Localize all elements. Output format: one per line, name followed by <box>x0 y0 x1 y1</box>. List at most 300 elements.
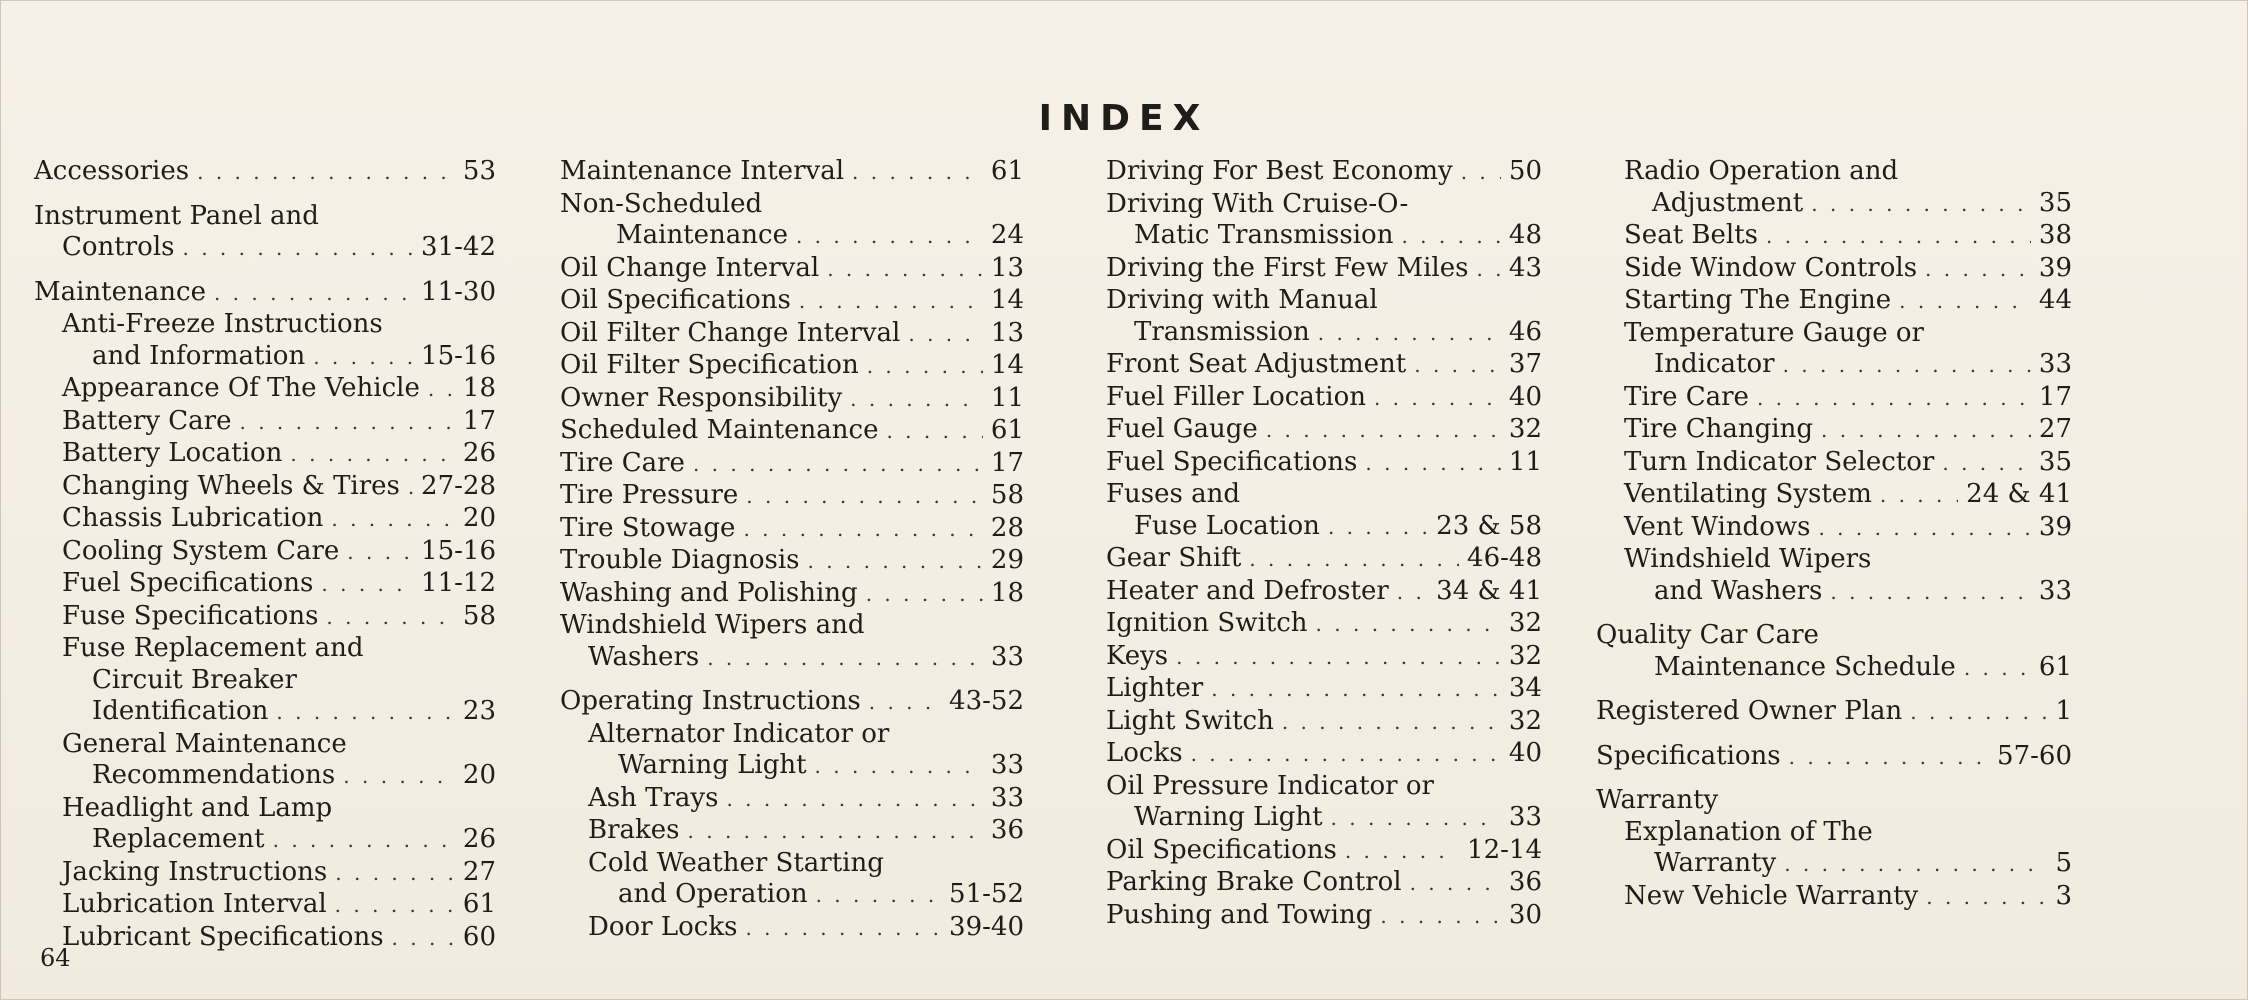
dot-leader <box>1328 512 1428 544</box>
index-line <box>34 696 496 729</box>
dot-leader <box>1374 383 1501 415</box>
index-term: Locks <box>1106 738 1183 768</box>
page-reference: 23 <box>462 696 496 726</box>
dot-leader <box>182 233 413 265</box>
dot-leader <box>290 439 454 471</box>
index-line <box>1106 900 1542 933</box>
index-line <box>34 406 496 439</box>
page-reference: 61 <box>2038 651 2072 682</box>
index-term: Explanation of The <box>1624 816 1873 847</box>
index-term: Door Locks <box>588 911 738 942</box>
page-reference: 33 <box>990 750 1024 780</box>
page-reference: 60 <box>462 921 496 952</box>
index-entry <box>1596 285 2072 318</box>
index-line <box>560 578 1024 611</box>
dot-leader <box>214 278 413 310</box>
index-line <box>1106 285 1542 317</box>
dot-leader <box>331 504 455 536</box>
page-reference: 18 <box>462 373 496 403</box>
dot-leader <box>276 697 455 729</box>
index-line <box>1106 382 1542 415</box>
dot-leader <box>408 472 413 504</box>
dot-leader <box>852 157 983 189</box>
dot-leader <box>1880 480 1958 512</box>
index-term: Maintenance <box>34 276 206 307</box>
index-entry <box>1106 900 1542 933</box>
page-reference: 51-52 <box>949 879 1024 909</box>
page-reference: 39-40 <box>949 911 1024 942</box>
index-entry <box>1596 479 2072 512</box>
page-reference: 35 <box>2038 187 2072 218</box>
index-term: Oil Filter Specification <box>560 350 859 380</box>
index-line <box>34 309 496 341</box>
index-line <box>34 156 496 189</box>
index-term: Fuel Gauge <box>1106 414 1258 444</box>
index-line <box>1106 738 1542 771</box>
dot-leader <box>347 537 413 569</box>
index-term: Owner Responsibility <box>560 382 843 413</box>
index-term: Washers <box>588 641 700 672</box>
index-entry <box>560 448 1024 481</box>
index-line <box>560 686 1024 719</box>
dot-leader <box>867 351 983 383</box>
index-term: Ash Trays <box>588 782 719 813</box>
index-term: Driving With Cruise-O- <box>1106 188 1409 219</box>
index-term: Lubricant Specifications <box>62 921 384 952</box>
page-reference: 28 <box>990 512 1024 543</box>
page-reference: 31-42 <box>421 232 496 262</box>
index-line <box>560 848 1024 880</box>
index-line <box>560 750 1024 783</box>
index-term: Registered Owner Plan <box>1596 696 1903 726</box>
index-line <box>560 448 1024 481</box>
dot-leader <box>1899 286 2031 318</box>
dot-leader <box>392 923 455 955</box>
page-reference: 13 <box>990 252 1024 283</box>
dot-leader <box>1331 803 1501 835</box>
index-term: Oil Pressure Indicator or <box>1106 770 1434 801</box>
index-line <box>1106 253 1542 286</box>
index-term: and Washers <box>1654 575 1823 606</box>
page-reference: 32 <box>1508 608 1542 638</box>
index-line <box>34 471 496 504</box>
dot-leader <box>796 221 983 253</box>
dot-leader <box>1942 448 2031 480</box>
index-entry <box>560 285 1024 318</box>
index-entry <box>1596 318 2072 382</box>
dot-leader <box>743 514 982 546</box>
page-reference: 13 <box>990 317 1024 348</box>
dot-leader <box>1211 674 1501 706</box>
index-line <box>34 793 496 825</box>
page-reference: 3 <box>2055 880 2072 911</box>
index-line <box>560 480 1024 513</box>
index-term: Tire Changing <box>1624 414 1813 444</box>
index-term: Radio Operation and <box>1624 156 1899 186</box>
index-entry <box>1596 156 2072 220</box>
page-reference: 29 <box>990 545 1024 575</box>
dot-leader <box>1410 868 1501 900</box>
index-entry <box>34 156 496 189</box>
index-entry <box>34 201 496 265</box>
index-line <box>560 610 1024 642</box>
index-line <box>1106 576 1542 609</box>
page-reference: 34 <box>1508 673 1542 703</box>
index-line <box>1596 253 2072 286</box>
index-entry <box>34 793 496 857</box>
page-reference: 15-16 <box>421 340 496 371</box>
dot-leader <box>866 579 983 611</box>
index-entry <box>1106 156 1542 189</box>
dot-leader <box>807 546 982 578</box>
index-line <box>1106 608 1542 641</box>
page-reference: 61 <box>990 156 1024 186</box>
index-column-4 <box>1596 156 2072 913</box>
dot-leader <box>1282 707 1501 739</box>
index-line <box>34 341 496 374</box>
index-term: Warranty <box>1654 848 1777 878</box>
index-term: Warranty <box>1596 785 1719 815</box>
index-line <box>34 438 496 471</box>
index-line <box>34 922 496 955</box>
index-line <box>1106 706 1542 739</box>
index-term: Parking Brake Control <box>1106 867 1402 897</box>
index-term: Vent Windows <box>1624 511 1811 542</box>
index-term: Specifications <box>1596 740 1781 771</box>
index-entry <box>34 277 496 310</box>
index-term: Jacking Instructions <box>62 856 328 887</box>
index-entry <box>34 568 496 601</box>
index-term: Fuel Specifications <box>1106 446 1358 477</box>
index-entry <box>560 815 1024 848</box>
index-line <box>1596 652 2072 685</box>
index-entry <box>560 912 1024 945</box>
index-entry <box>1106 189 1542 253</box>
index-term: Identification <box>92 696 269 726</box>
index-line <box>1596 620 2072 652</box>
dot-leader <box>1414 350 1501 382</box>
dot-leader <box>707 643 983 675</box>
page-reference: 24 & 41 <box>1966 479 2072 509</box>
dot-leader <box>726 784 982 816</box>
page-reference: 53 <box>462 156 496 186</box>
index-line <box>34 536 496 569</box>
index-line <box>560 415 1024 448</box>
index-entry <box>1106 414 1542 447</box>
page-reference: 61 <box>462 889 496 919</box>
index-entry <box>1106 641 1542 674</box>
dot-leader <box>335 858 455 890</box>
page-reference: 33 <box>2038 575 2072 606</box>
index-line <box>34 889 496 922</box>
index-line <box>560 350 1024 383</box>
dot-leader <box>908 319 983 351</box>
page-reference: 26 <box>462 824 496 854</box>
index-line <box>1596 220 2072 253</box>
index-line <box>34 568 496 601</box>
index-term: Windshield Wipers <box>1624 544 1872 574</box>
dot-leader <box>1910 697 2047 729</box>
index-entry <box>34 373 496 406</box>
page-reference: 33 <box>990 641 1024 672</box>
index-line <box>1596 349 2072 382</box>
index-term: Driving the First Few Miles <box>1106 252 1469 283</box>
page-reference: 27 <box>462 856 496 887</box>
index-term: Ventilating System <box>1624 479 1872 509</box>
index-entry <box>1106 285 1542 349</box>
page-reference: 44 <box>2038 285 2072 315</box>
index-entry <box>34 503 496 536</box>
page-reference: 14 <box>990 350 1024 380</box>
index-entry <box>560 383 1024 416</box>
dot-leader <box>239 407 454 439</box>
index-entry <box>1106 479 1542 543</box>
dot-leader <box>1821 415 2031 447</box>
index-entry <box>560 545 1024 578</box>
index-entry <box>1106 447 1542 480</box>
index-line <box>34 601 496 634</box>
page-reference: 11 <box>1508 446 1542 477</box>
index-term: Oil Specifications <box>1106 834 1337 865</box>
index-term: Accessories <box>34 156 190 186</box>
index-line <box>1596 188 2072 221</box>
index-line <box>1106 479 1542 511</box>
index-line <box>1106 511 1542 544</box>
index-term: Controls <box>62 232 175 262</box>
dot-leader <box>815 751 983 783</box>
index-term: Brakes <box>588 815 680 845</box>
index-line <box>560 383 1024 416</box>
index-term: Fuse Replacement and <box>62 633 364 663</box>
page-reference: 17 <box>990 447 1024 478</box>
index-line <box>1596 479 2072 512</box>
index-entry <box>34 309 496 373</box>
index-line <box>1596 156 2072 188</box>
index-entry <box>1596 447 2072 480</box>
page-reference: 15-16 <box>421 535 496 566</box>
index-term: Tire Care <box>1624 381 1749 412</box>
index-term: Adjustment <box>1652 187 1804 218</box>
index-entry <box>560 480 1024 513</box>
index-line <box>560 783 1024 816</box>
dot-leader <box>321 569 413 601</box>
index-line <box>1596 447 2072 480</box>
index-term: Keys <box>1106 640 1169 671</box>
dot-leader <box>197 157 455 189</box>
index-entry <box>1106 253 1542 286</box>
index-entry <box>1106 608 1542 641</box>
index-line <box>560 719 1024 751</box>
dot-leader <box>1757 383 2031 415</box>
index-term: Circuit Breaker <box>92 664 297 695</box>
index-line <box>1596 576 2072 609</box>
index-line <box>1106 771 1542 803</box>
index-line <box>560 220 1024 253</box>
index-term: Indicator <box>1654 349 1775 379</box>
page-reference: 27 <box>2038 414 2072 444</box>
dot-leader <box>1249 544 1459 576</box>
page-reference: 20 <box>462 503 496 533</box>
index-entry <box>1596 696 2072 729</box>
index-line <box>560 318 1024 351</box>
index-line <box>560 815 1024 848</box>
page-reference: 43-52 <box>949 686 1024 716</box>
dot-leader <box>688 816 983 848</box>
page-reference: 33 <box>990 782 1024 813</box>
index-line <box>1106 802 1542 835</box>
index-term: Pushing and Towing <box>1106 899 1373 930</box>
dot-leader <box>1380 901 1501 933</box>
index-term: Gear Shift <box>1106 543 1242 573</box>
dot-leader <box>1191 739 1501 771</box>
index-term: Battery Location <box>62 438 283 468</box>
page-reference: 48 <box>1508 220 1542 250</box>
index-entry <box>560 783 1024 816</box>
page-reference: 50 <box>1508 156 1542 186</box>
dot-leader <box>693 449 983 481</box>
index-term: Light Switch <box>1106 705 1274 736</box>
index-term: Front Seat Adjustment <box>1106 349 1407 379</box>
page-reference: 18 <box>990 577 1024 608</box>
index-entry <box>34 922 496 955</box>
page-reference: 39 <box>2038 252 2072 283</box>
index-term: Tire Pressure <box>560 480 739 510</box>
index-line <box>560 156 1024 189</box>
index-line <box>34 729 496 761</box>
index-term: Anti-Freeze Instructions <box>62 309 383 339</box>
dot-leader <box>335 890 455 922</box>
index-term: Temperature Gauge or <box>1624 317 1924 348</box>
dot-leader <box>326 602 454 634</box>
index-entry <box>560 318 1024 351</box>
index-line <box>34 232 496 265</box>
index-entry <box>1106 382 1542 415</box>
dot-leader <box>428 374 455 406</box>
index-entry <box>1596 785 2072 881</box>
index-line <box>1596 881 2072 914</box>
dot-leader <box>1316 609 1501 641</box>
index-entry <box>34 729 496 793</box>
index-term: Replacement <box>92 824 265 854</box>
index-term: and Information <box>92 340 306 371</box>
index-line <box>1596 414 2072 447</box>
index-line <box>34 824 496 857</box>
page-reference: 33 <box>2038 349 2072 379</box>
dot-leader <box>1830 577 2031 609</box>
index-entry <box>34 438 496 471</box>
index-term: Lubrication Interval <box>62 889 327 919</box>
dot-leader <box>1365 448 1501 480</box>
dot-leader <box>1318 318 1501 350</box>
index-entry <box>1596 220 2072 253</box>
index-term: Tire Care <box>560 447 685 478</box>
index-line <box>34 503 496 536</box>
index-line <box>34 633 496 665</box>
index-line <box>560 545 1024 578</box>
index-term: Warning Light <box>618 750 807 780</box>
index-term: Washing and Polishing <box>560 577 858 608</box>
index-term: Headlight and Lamp <box>62 792 333 823</box>
index-line <box>1596 382 2072 415</box>
index-entry <box>560 156 1024 189</box>
page-reference: 46 <box>1508 316 1542 347</box>
index-entry <box>1596 544 2072 608</box>
index-line <box>1106 867 1542 900</box>
index-term: Side Window Controls <box>1624 252 1918 283</box>
index-entry <box>1106 771 1542 835</box>
index-term: Oil Change Interval <box>560 252 820 283</box>
dot-leader <box>1783 350 2031 382</box>
index-entry <box>1596 881 2072 914</box>
index-term: Instrument Panel and <box>34 200 319 231</box>
index-entry <box>1106 543 1542 576</box>
index-line <box>34 665 496 697</box>
page-title: INDEX <box>1038 98 1210 139</box>
index-term: Driving with Manual <box>1106 285 1378 315</box>
page-reference: 11 <box>990 382 1024 413</box>
page-reference: 32 <box>1508 705 1542 736</box>
index-term: Chassis Lubrication <box>62 503 324 533</box>
index-term: Turn Indicator Selector <box>1624 446 1935 477</box>
page-reference: 12-14 <box>1467 834 1542 865</box>
index-entry <box>1106 738 1542 771</box>
index-term: Fuel Filler Location <box>1106 381 1366 412</box>
index-term: Appearance Of The Vehicle <box>62 373 420 403</box>
index-line <box>1106 543 1542 576</box>
index-term: Seat Belts <box>1624 220 1759 250</box>
dot-leader <box>1926 882 2047 914</box>
index-entry <box>1596 382 2072 415</box>
index-line <box>34 760 496 793</box>
index-line <box>1596 544 2072 576</box>
index-term: Ignition Switch <box>1106 608 1308 638</box>
dot-leader <box>1925 254 2031 286</box>
index-term: Battery Care <box>62 405 232 436</box>
index-entry <box>1596 253 2072 286</box>
index-entry <box>560 189 1024 253</box>
index-term: Quality Car Care <box>1596 620 1819 650</box>
index-line <box>1106 220 1542 253</box>
index-term: General Maintenance <box>62 728 347 759</box>
page-reference: 57-60 <box>1997 740 2072 771</box>
index-entry <box>34 601 496 634</box>
index-line <box>1106 156 1542 189</box>
dot-leader <box>886 416 982 448</box>
index-line <box>34 277 496 310</box>
index-line <box>1596 817 2072 849</box>
index-line <box>1106 317 1542 350</box>
index-line <box>560 189 1024 221</box>
dot-leader <box>816 880 941 912</box>
index-term: Windshield Wipers and <box>560 610 865 640</box>
dot-leader <box>1818 513 2030 545</box>
page-reference: 11-30 <box>421 276 496 307</box>
page-reference: 37 <box>1508 349 1542 379</box>
index-entry <box>34 633 496 729</box>
index-line <box>34 857 496 890</box>
page-reference: 5 <box>2055 848 2072 878</box>
dot-leader <box>1784 849 2047 881</box>
index-entry <box>34 857 496 890</box>
page-reference: 1 <box>2055 696 2072 726</box>
page-reference: 23 & 58 <box>1436 510 1542 541</box>
index-term: Warning Light <box>1134 802 1323 832</box>
index-line <box>1106 189 1542 221</box>
index-line <box>1596 512 2072 545</box>
page-reference: 58 <box>990 480 1024 510</box>
page-reference: 36 <box>990 815 1024 845</box>
dot-leader <box>745 913 941 945</box>
